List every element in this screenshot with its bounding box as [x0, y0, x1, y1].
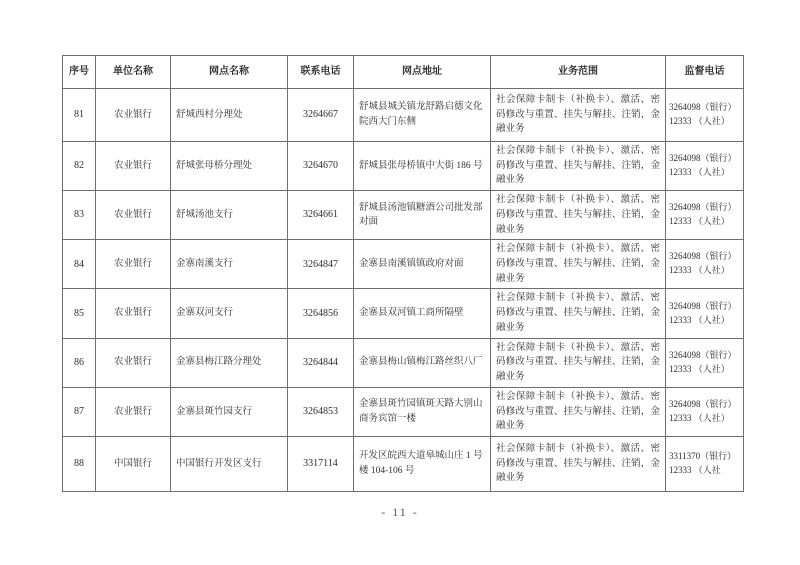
- cell-business-scope: 社会保障卡制卡（补换卡）、激活、密码修改与重置、挂失与解挂、注销，金融业务: [491, 191, 666, 240]
- cell-serial-number: 83: [63, 191, 96, 240]
- cell-unit-name: 农业银行: [96, 191, 171, 240]
- cell-branch-address: 金寨县双河镇工商所隔壁: [354, 289, 491, 338]
- cell-serial-number: 81: [63, 89, 96, 142]
- cell-branch-address: 金寨县斑竹园镇斑天路大别山商务宾馆一楼: [354, 387, 491, 436]
- supervision-social-line: 12333 （人社）: [669, 314, 730, 325]
- supervision-social-line: 12333 （人社）: [669, 216, 730, 227]
- cell-business-scope: 社会保障卡制卡（补换卡）、激活、密码修改与重置、挂失与解挂、注销，金融业务: [491, 240, 666, 289]
- cell-supervision-phone: [666, 338, 744, 387]
- cell-branch-address: 金寨县梅山镇梅江路丝织八厂: [354, 338, 491, 387]
- table-header-row: [63, 56, 744, 89]
- supervision-bank-line: 3264098（银行）: [669, 398, 737, 409]
- cell-branch-name: 舒城张母桥分理处: [171, 142, 288, 191]
- table-row: [63, 289, 744, 338]
- cell-serial-number: 88: [63, 436, 96, 491]
- header-serial-number: 序号: [63, 56, 96, 89]
- cell-contact-phone: 3264670: [288, 142, 354, 191]
- cell-business-scope: 社会保障卡制卡（补换卡）、激活、密码修改与重置、挂失与解挂、注销，金融业务: [491, 338, 666, 387]
- cell-branch-address: 舒城县汤池镇糖酒公司批发部对面: [354, 191, 491, 240]
- supervision-bank-line: 3264098（银行）: [669, 300, 737, 311]
- cell-branch-name: 金寨县斑竹园支行: [171, 387, 288, 436]
- cell-business-scope: 社会保障卡制卡（补换卡）、激活、密码修改与重置、挂失与解挂、注销，金融业务: [491, 387, 666, 436]
- table-row: [63, 240, 744, 289]
- table-row: [63, 142, 744, 191]
- cell-unit-name: 农业银行: [96, 338, 171, 387]
- supervision-bank-line: 3264098（银行）: [669, 102, 737, 113]
- cell-serial-number: 87: [63, 387, 96, 436]
- supervision-social-line: 12333 （人社）: [669, 363, 730, 374]
- cell-unit-name: 中国银行: [96, 436, 171, 491]
- cell-business-scope: 社会保障卡制卡（补换卡）、激活、密码修改与重置、挂失与解挂、注销，金融业务: [491, 142, 666, 191]
- cell-unit-name: 农业银行: [96, 142, 171, 191]
- cell-branch-address: 舒城县张母桥镇中大街 186 号: [354, 142, 491, 191]
- supervision-social-line: 12333 （人社）: [669, 116, 730, 126]
- supervision-bank-line: 3311370（银行）: [669, 451, 737, 461]
- cell-contact-phone: 3264844: [288, 338, 354, 387]
- supervision-social-line: 12333 （人社）: [669, 167, 730, 178]
- supervision-bank-line: 3264098（银行）: [669, 153, 737, 164]
- header-contact-phone: 联系电话: [288, 56, 354, 89]
- header-unit-name: 单位名称: [96, 56, 171, 89]
- supervision-bank-line: 3264098（银行）: [669, 349, 737, 360]
- header-branch-address: 网点地址: [354, 56, 491, 89]
- cell-supervision-phone: [666, 89, 744, 142]
- cell-supervision-phone: [666, 436, 744, 491]
- table-row: [63, 338, 744, 387]
- cell-branch-name: 金寨县梅江路分理处: [171, 338, 288, 387]
- cell-supervision-phone: [666, 240, 744, 289]
- header-supervision-phone: 监督电话: [666, 56, 744, 89]
- supervision-bank-line: 3264098（银行）: [669, 202, 737, 213]
- cell-contact-phone: 3317114: [288, 436, 354, 491]
- cell-serial-number: 84: [63, 240, 96, 289]
- supervision-social-line: 12333 （人社）: [669, 265, 730, 276]
- table-row: [63, 436, 744, 491]
- cell-supervision-phone: [666, 142, 744, 191]
- cell-branch-address: 金寨县南溪镇镇政府对面: [354, 240, 491, 289]
- cell-business-scope: 社会保障卡制卡（补换卡）、激活、密码修改与重置、挂失与解挂、注销，金融业务: [491, 289, 666, 338]
- cell-branch-name: 金寨南溪支行: [171, 240, 288, 289]
- cell-serial-number: 82: [63, 142, 96, 191]
- cell-branch-address: 舒城县城关镇龙舒路启德文化院西大门东侧: [354, 89, 491, 142]
- cell-contact-phone: 3264667: [288, 89, 354, 142]
- cell-branch-address: 开发区皖西大道皋城山庄 1 号楼 104-106 号: [354, 436, 491, 491]
- cell-contact-phone: 3264661: [288, 191, 354, 240]
- cell-unit-name: 农业银行: [96, 387, 171, 436]
- cell-branch-name: 舒城西村分理处: [171, 89, 288, 142]
- cell-serial-number: 85: [63, 289, 96, 338]
- table-row: [63, 387, 744, 436]
- cell-unit-name: 农业银行: [96, 289, 171, 338]
- page-number: - 11 -: [381, 505, 419, 519]
- cell-business-scope: 社会保障卡制卡（补换卡）、激活、密码修改与重置、挂失与解挂、注销，金融业务: [491, 89, 666, 142]
- cell-branch-name: 中国银行开发区支行: [171, 436, 288, 491]
- cell-branch-name: 金寨双河支行: [171, 289, 288, 338]
- cell-supervision-phone: [666, 289, 744, 338]
- cell-contact-phone: 3264853: [288, 387, 354, 436]
- table-row: [63, 191, 744, 240]
- cell-business-scope: 社会保障卡制卡（补换卡）、激活、密码修改与重置、挂失与解挂、注销，金融业务: [491, 436, 666, 491]
- header-business-scope: 业务范围: [491, 56, 666, 89]
- cell-supervision-phone: [666, 387, 744, 436]
- cell-supervision-phone: [666, 191, 744, 240]
- cell-contact-phone: 3264847: [288, 240, 354, 289]
- bank-branch-table: [62, 55, 744, 492]
- cell-unit-name: 农业银行: [96, 240, 171, 289]
- cell-unit-name: 农业银行: [96, 89, 171, 142]
- supervision-social-line: 12333 （人社）: [669, 412, 730, 423]
- cell-branch-name: 舒城汤池支行: [171, 191, 288, 240]
- supervision-bank-line: 3264098（银行）: [669, 251, 737, 262]
- supervision-social-line: 12333 （人社: [669, 464, 721, 475]
- header-branch-name: 网点名称: [171, 56, 288, 89]
- cell-contact-phone: 3264856: [288, 289, 354, 338]
- table-row: [63, 89, 744, 142]
- cell-serial-number: 86: [63, 338, 96, 387]
